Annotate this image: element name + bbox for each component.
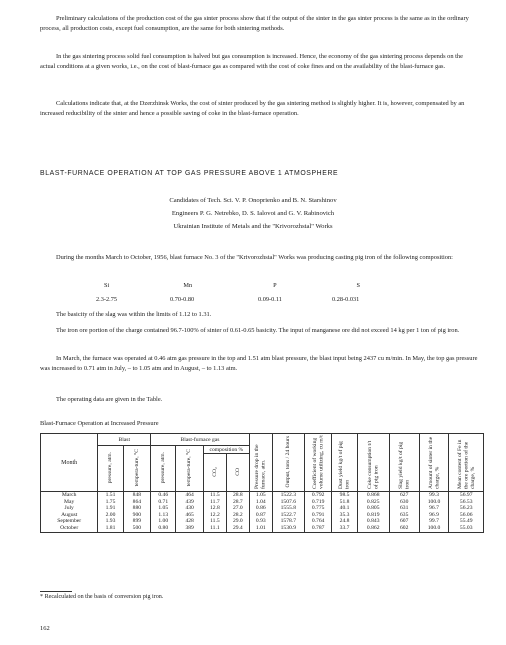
table-cell: 631 [400,505,409,512]
table-cell: 864 [132,498,142,505]
authors-candidates: Candidates of Tech. Sci. V. P. Onoprienko and B. N. Starshinov [169,197,337,204]
table-cell: 439 [185,498,194,505]
table-cell: 0.775 [311,505,325,512]
table-cell: 1.93 [105,518,116,525]
table-cell: 635 [400,511,409,518]
composition-header-si: Si [104,281,110,289]
page-number: 162 [40,625,50,632]
table-cell: 1.91 [105,505,116,512]
table-cell: 899 [132,518,142,525]
table-cell: 0.787 [311,524,325,531]
table-cell: 607 [400,518,409,525]
composition-value-s: 0.28-0.031 [332,295,360,303]
header-group-blast: Blast [98,434,151,446]
col-values-blast-pressure [98,492,123,533]
table-cell: 1.05 [158,505,169,512]
table-cell: 100.0 [427,498,441,505]
table-cell: 55.49 [459,518,473,525]
paragraph-table-reference: The operating data are given in the Table. [56,396,163,403]
month-name: October [60,524,79,531]
composition-header-mn: Mn [183,281,193,289]
month-list [41,492,98,533]
table-cell: 389 [185,524,194,531]
month-name: September [57,518,82,525]
table-cell: 1530.9 [280,524,297,531]
col-values-fe-content [449,492,484,533]
table-header-row-1 [41,434,484,446]
table-cell: 56.06 [459,511,473,518]
article-title: BLAST-FURNACE OPERATION AT TOP GAS PRESSURE ABOVE 1 ATMOSPHERE [40,170,339,177]
header-col-fe-content: Mean content of Fe in the ore portion of the charge, % [449,434,484,492]
month-name: July [64,505,74,512]
table-cell: 0.805 [366,505,380,512]
month-name: May [64,498,75,505]
header-col-co2: CO₂ [203,454,226,492]
composition-value-mn: 0.70-0.80 [170,295,195,303]
table-cell: 0.843 [366,518,380,525]
table-cell: 1.00 [158,518,169,525]
table-cell: 1.75 [105,498,116,505]
month-name: March [61,492,77,498]
table-cell: 880 [132,505,142,512]
header-col-blast-temperature: tempera-ture, °C [123,446,151,492]
table-cell: 0.87 [255,511,266,518]
footnote: * Recalculated on the basis of conversion pig iron. [40,594,164,600]
table-body-row [41,492,484,533]
table-cell: 11.5 [210,492,220,498]
col-values-gas-pressure [151,492,176,533]
paragraph-production-cost: Preliminary calculations of the production cost of the gas sinter process show that if the output of the sinter in the gas sinter process is the same as in the ordinary process, all production costs, except fuel consumption, are the same for both sintering methods. [40,15,469,32]
table-cell: 40.1 [339,505,350,512]
header-month: Month [41,434,98,492]
paragraph-slag-basicity: The basicity of the slag was within the limits of 1.12 to 1.31. [56,311,212,318]
table-cell: 56.53 [459,498,473,505]
header-group-composition: composition % [203,446,249,454]
table-cell: 28.8 [232,492,243,498]
table-cell: 96.9 [429,511,439,518]
composition-values-row [96,292,436,306]
authors-affiliation: Ukrainian Institute of Metals and the "Krivorozhstal" Works [173,223,333,230]
composition-block [96,278,436,306]
table-cell: 33.7 [339,524,350,531]
header-col-dust-yield: Dust yield kg/t of pig iron [332,434,357,492]
table-cell: 464 [185,492,194,498]
table-cell: 1.51 [105,492,116,498]
table-cell: 12.8 [209,505,220,512]
table-cell: 630 [400,498,409,505]
header-col-blast-pressure: pressure, atm. [98,446,123,492]
table-cell: 11.1 [210,524,220,531]
month-name: August [61,511,78,518]
table-cell: 100.0 [427,524,441,531]
table-cell: 428 [185,518,194,525]
table-cell: 848 [132,492,142,498]
composition-header-p: P [273,281,277,289]
header-col-sinter-amount: Amount of sinter in the charge, % [419,434,449,492]
col-values-slag-yield [389,492,419,533]
col-values-coke-consumption [357,492,389,533]
composition-value-si: 2.3-2.75 [96,295,117,303]
table-cell: 0.868 [366,492,380,498]
table-cell: 0.719 [311,498,325,505]
table-cell: 0.862 [366,524,380,531]
table-cell: 11.7 [210,498,220,505]
table-cell: 1522.7 [280,511,297,518]
table-cell: 627 [400,492,409,498]
table-cell: 0.71 [158,498,169,505]
composition-value-p: 0.09-0.11 [258,295,282,303]
table-cell: 1.81 [105,524,116,531]
table-cell: 28.7 [232,498,243,505]
col-values-co [226,492,249,533]
col-values-output [272,492,304,533]
table-cell: 0.80 [158,524,169,531]
col-values-sinter-amount [419,492,449,533]
paragraph-dzerzhinsk-works: Calculations indicate that, at the Dzerzhinsk Works, the cost of sinter produced by the gas sintering method is slightly higher. It is, however, compensated by an increased reducibility of the sinter and hence a possible saving of coke in the blast-furnace operation. [40,100,465,117]
table-cell: 0.46 [158,492,169,498]
table-cell: 1.13 [158,511,169,518]
table-cell: 1555.8 [280,505,297,512]
table-cell: 0.93 [255,518,266,525]
table-cell: 99.3 [429,492,439,498]
table-cell: 900 [132,511,142,518]
table-cell: 98.5 [339,492,350,498]
table-cell: 29.4 [232,524,243,531]
table-cell: 1.04 [255,498,266,505]
table-cell: 35.3 [339,511,350,518]
col-values-pressure-drop [249,492,272,533]
header-col-co: CO [226,454,249,492]
col-values-dust-yield [332,492,357,533]
table-cell: 29.0 [232,518,243,525]
table-cell: 1.01 [255,524,266,531]
table-cell: 24.8 [339,518,350,525]
table-cell: 56.23 [459,505,473,512]
paragraph-fuel-consumption: In the gas sintering process solid fuel consumption is halved but gas consumption is increased. Hence, the economy of the gas sintering process depends on the actual conditions at a given works, i.e., on the cost of blast-furnace gas as compared with the cost of coke fines and on the availability of the blast-furnace gas. [40,53,463,70]
composition-header-row [96,278,436,292]
table-cell: 430 [185,505,194,512]
header-col-coke-consumption: Coke consumption t/t of pig iron [357,434,389,492]
header-col-gas-pressure: pressure, atm. [151,446,176,492]
operating-data-table [40,433,484,533]
header-col-slag-yield: Slag yield kg/t of pig iron [389,434,419,492]
paragraph-iron-ore: The iron ore portion of the charge contained 96.7-100% of sinter of 0.61-0.65 basicity. The input of manganese ore did not exceed 14 kg per 1 ton of pig iron. [56,327,460,334]
col-values-volume-coefficient [304,492,332,533]
table-cell: 1507.6 [280,498,297,505]
table-cell: 28.2 [232,511,243,518]
table-cell: 0.791 [311,511,325,518]
table-cell: 1578.7 [280,518,297,525]
table-cell: 1.05 [255,492,266,498]
table-caption: Blast-Furnace Operation at Increased Pressure [40,420,159,427]
table-cell: 51.8 [339,498,350,505]
table-cell: 0.86 [255,505,266,512]
table-cell: 1522.3 [280,492,297,498]
header-col-volume-coefficient: Coefficient of working volume utilizing, cu m/t [304,434,332,492]
table-cell: 0.819 [366,511,380,518]
authors-engineers: Engineers P. G. Netrebko, D. S. Ialovoi and G. V. Rabinovich [171,210,335,217]
col-values-gas-temperature [176,492,204,533]
header-group-gas: Blast-furnace gas [151,434,250,446]
table-cell: 602 [400,524,409,531]
table-cell: 500 [132,524,142,531]
table-cell: 0.764 [311,518,325,525]
col-values-blast-temperature [123,492,151,533]
table-cell: 27.0 [232,505,243,512]
table-cell: 0.792 [311,492,325,498]
table-cell: 0.825 [366,498,380,505]
table-cell: 2.00 [105,511,116,518]
footnote-divider [40,591,72,592]
paragraph-pressure-history: In March, the furnace was operated at 0.46 atm gas pressure in the top and 1.51 atm blast pressure, the blast input being 2437 cu m/min. In May, the top gas pressure was increased to 0.71 atm in July, – to 1.05 atm and in August, – to 1.13 atm. [40,355,478,372]
header-col-pressure-drop: Pressure drop in the furnace, atm. [249,434,272,492]
composition-header-s: S [356,281,361,289]
table-cell: 465 [185,511,194,518]
table-cell: 55.03 [459,524,473,531]
table-cell: 96.7 [429,505,439,512]
paragraph-intro: During the months March to October, 1956, blast furnace No. 3 of the "Krivorozhstal" Works was producing casting pig iron of the following composition: [56,254,453,261]
table-cell: 56.97 [459,492,473,498]
table-cell: 12.2 [209,511,220,518]
header-col-gas-temperature: tempera-ture, °C [176,446,204,492]
col-values-co2 [203,492,226,533]
header-col-output: Output, tons / 24 hours [272,434,304,492]
table-cell: 11.5 [210,518,220,525]
table-cell: 99.7 [429,518,439,525]
